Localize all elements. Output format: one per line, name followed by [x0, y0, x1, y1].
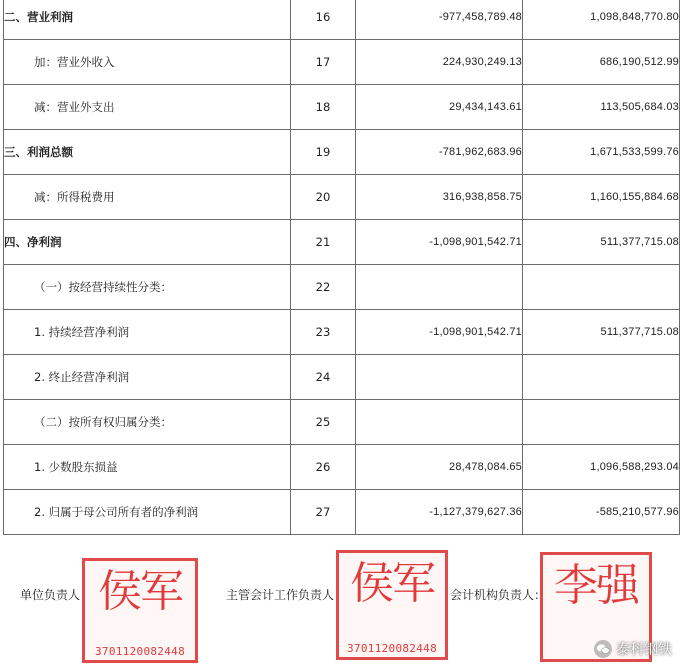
table-row: [4, 310, 680, 355]
row-item-label: 减：所得税费用: [4, 175, 291, 220]
row-current-amount: [356, 400, 523, 445]
row-current-amount: -781,962,683.96: [356, 130, 523, 175]
row-item-label: 三、利润总额: [4, 130, 291, 175]
row-current-amount: -1,127,379,627.36: [356, 490, 523, 535]
row-previous-amount: 1,096,588,293.04: [523, 445, 680, 490]
row-previous-amount: [523, 265, 680, 310]
wechat-icon: [594, 640, 612, 658]
row-line-number: 20: [291, 175, 356, 220]
row-item-label: 减：营业外支出: [4, 85, 291, 130]
row-item-label: 加：营业外收入: [4, 40, 291, 85]
seal-name: 李强: [554, 560, 638, 611]
table-row: [4, 130, 680, 175]
row-line-number: 25: [291, 400, 356, 445]
watermark-text: 泰科钢铁: [616, 642, 672, 658]
row-previous-amount: [523, 355, 680, 400]
row-line-number: 22: [291, 265, 356, 310]
row-line-number: 24: [291, 355, 356, 400]
row-current-amount: -977,458,789.48: [356, 0, 523, 40]
row-item-label: 2. 归属于母公司所有者的净利润: [4, 490, 291, 535]
row-item-label: （二）按所有权归属分类：: [4, 400, 291, 445]
row-current-amount: -1,098,901,542.71: [356, 310, 523, 355]
row-line-number: 27: [291, 490, 356, 535]
row-line-number: 18: [291, 85, 356, 130]
row-current-amount: 224,930,249.13: [356, 40, 523, 85]
accounting-org-label: 会计机构负责人：: [450, 588, 547, 602]
table-row: [4, 445, 680, 490]
row-current-amount: -1,098,901,542.71: [356, 220, 523, 265]
seal-number: 3701120082448: [347, 642, 437, 655]
unit-head-label: 单位负责人：: [20, 588, 93, 602]
seal-number: 3701120082448: [95, 645, 185, 658]
row-line-number: 19: [291, 130, 356, 175]
row-current-amount: 29,434,143.61: [356, 85, 523, 130]
seal-name: 侯军: [98, 566, 182, 617]
row-previous-amount: [523, 400, 680, 445]
table-row: [4, 265, 680, 310]
row-previous-amount: 511,377,715.08: [523, 310, 680, 355]
row-item-label: 二、营业利润: [4, 0, 291, 40]
table-row: [4, 220, 680, 265]
row-current-amount: 28,478,084.65: [356, 445, 523, 490]
table-row: [4, 40, 680, 85]
row-previous-amount: 1,160,155,884.68: [523, 175, 680, 220]
row-previous-amount: 113,505,684.03: [523, 85, 680, 130]
watermark: [594, 639, 672, 659]
row-line-number: 17: [291, 40, 356, 85]
table-row: [4, 85, 680, 130]
row-current-amount: 316,938,858.75: [356, 175, 523, 220]
table-row: [4, 490, 680, 535]
table-row: [4, 175, 680, 220]
unit-head-seal: [82, 558, 198, 663]
row-line-number: 21: [291, 220, 356, 265]
row-previous-amount: 686,190,512.99: [523, 40, 680, 85]
row-item-label: （一）按经营持续性分类：: [4, 265, 291, 310]
accounting-head-label: 主管会计工作负责人：: [226, 588, 347, 602]
row-current-amount: [356, 265, 523, 310]
row-item-label: 1. 少数股东损益: [4, 445, 291, 490]
income-statement-table: [3, 0, 680, 535]
row-item-label: 2. 终止经营净利润: [4, 355, 291, 400]
table-row: [4, 0, 680, 40]
seal-name: 侯军: [350, 558, 434, 609]
row-line-number: 23: [291, 310, 356, 355]
table-row: [4, 355, 680, 400]
row-item-label: 1. 持续经营净利润: [4, 310, 291, 355]
accounting-head-seal: [336, 550, 448, 660]
row-previous-amount: 1,098,848,770.80: [523, 0, 680, 40]
row-item-label: 四、净利润: [4, 220, 291, 265]
income-statement-rows: [4, 0, 680, 535]
row-current-amount: [356, 355, 523, 400]
row-previous-amount: 511,377,715.08: [523, 220, 680, 265]
row-line-number: 26: [291, 445, 356, 490]
table-row: [4, 400, 680, 445]
row-previous-amount: 1,671,533,599.76: [523, 130, 680, 175]
row-line-number: 16: [291, 0, 356, 40]
row-previous-amount: -585,210,577.96: [523, 490, 680, 535]
